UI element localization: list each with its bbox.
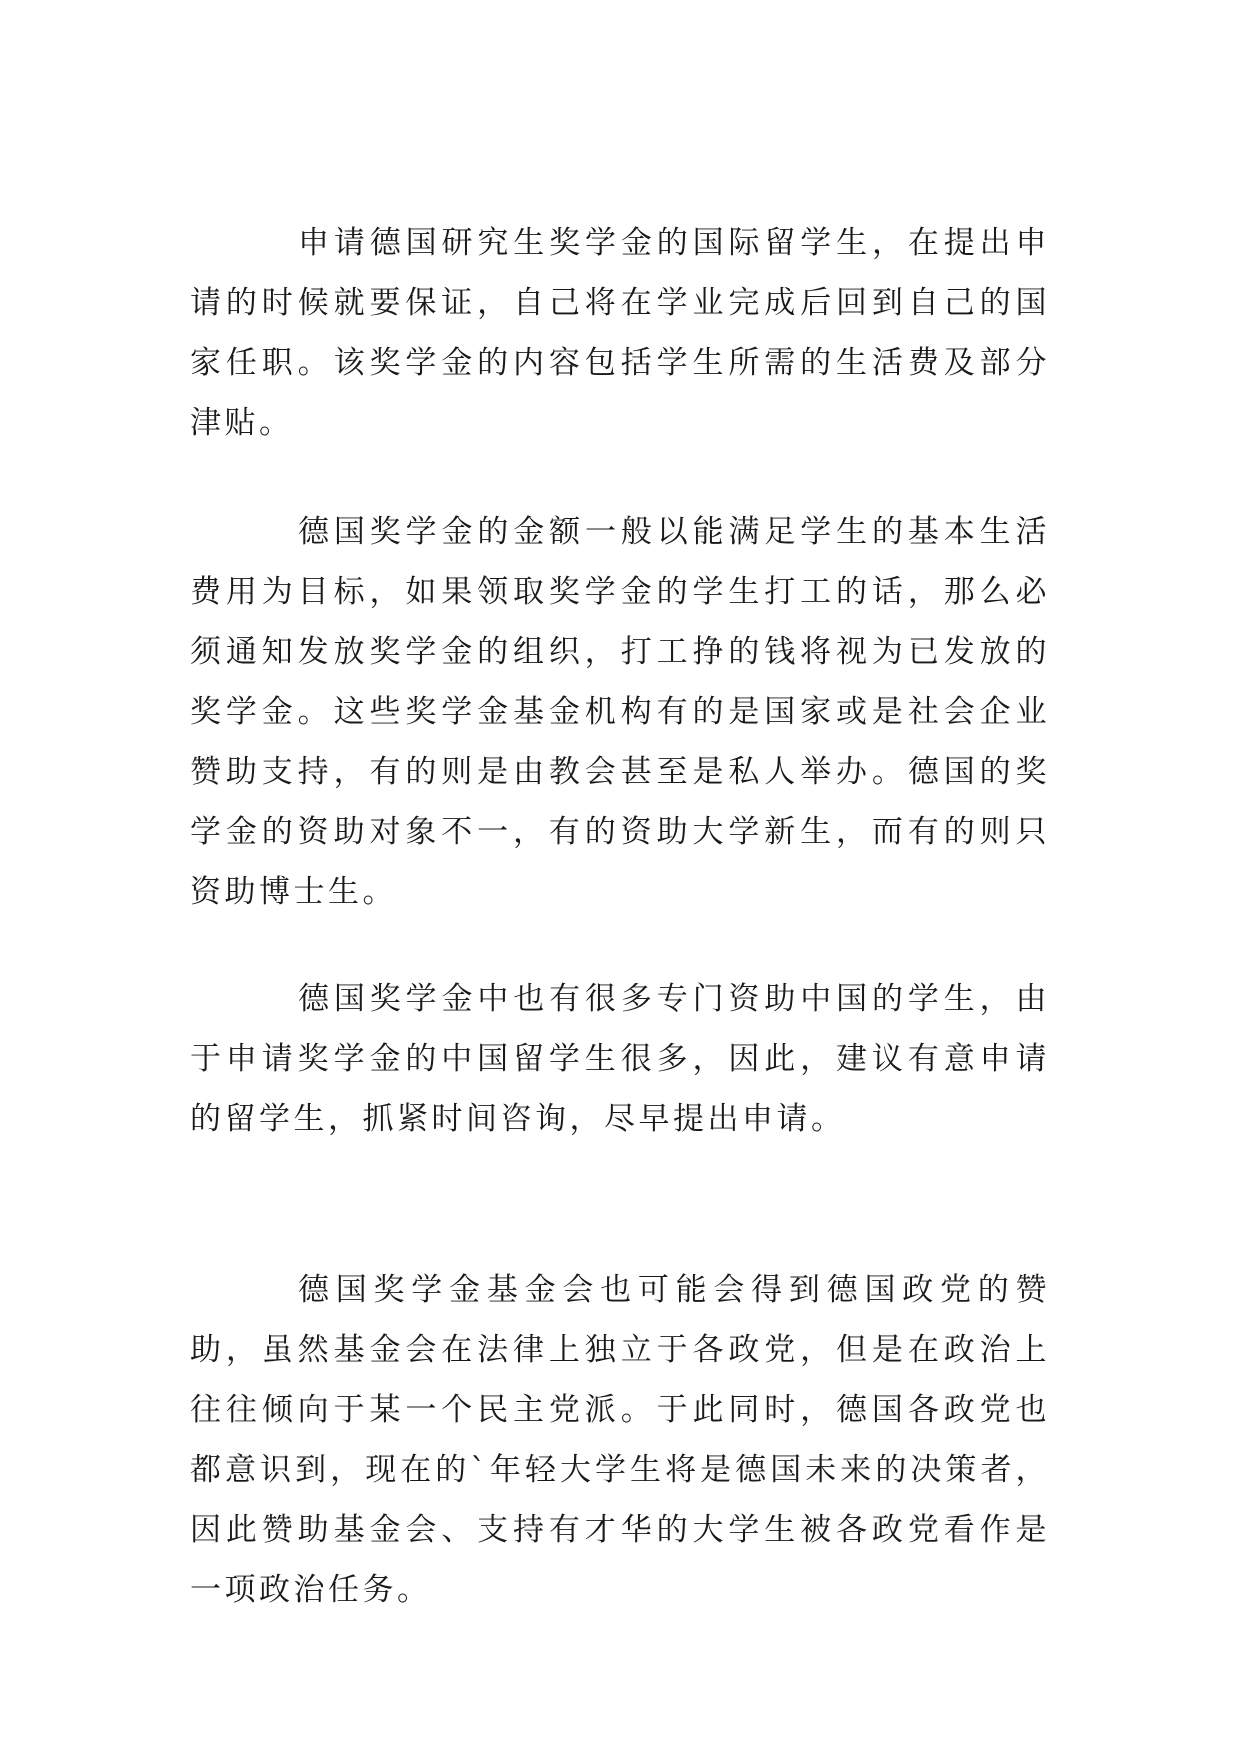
paragraph-3: 德国奖学金中也有很多专门资助中国的学生，由于申请奖学金的中国留学生很多，因此，建议有意申请的留学生，抓紧时间咨询，尽早提出申请。 xyxy=(190,981,1050,1137)
paragraph-4: 德国奖学金基金会也可能会得到德国政党的赞助，虽然基金会在法律上独立于各政党，但是在政治上往往倾向于某一个民主党派。于此同时，德国各政党也都意识到，现在的`年轻大学生将是德国未来的决策者，因此赞助基金会、支持有才华的大学生被各政党看作是一项政治任务。 xyxy=(190,1272,1050,1608)
paragraph-1: 申请德国研究生奖学金的国际留学生，在提出申请的时候就要保证，自己将在学业完成后回到自己的国家任职。该奖学金的内容包括学生所需的生活费及部分津贴。 xyxy=(190,225,1050,441)
paragraph-2: 德国奖学金的金额一般以能满足学生的基本生活费用为目标，如果领取奖学金的学生打工的话，那么必须通知发放奖学金的组织，打工挣的钱将视为已发放的奖学金。这些奖学金基金机构有的是国家或是社会企业赞助支持，有的则是由教会甚至是私人举办。德国的奖学金的资助对象不一，有的资助大学新生，而有的则只资助博士生。 xyxy=(190,514,1050,910)
